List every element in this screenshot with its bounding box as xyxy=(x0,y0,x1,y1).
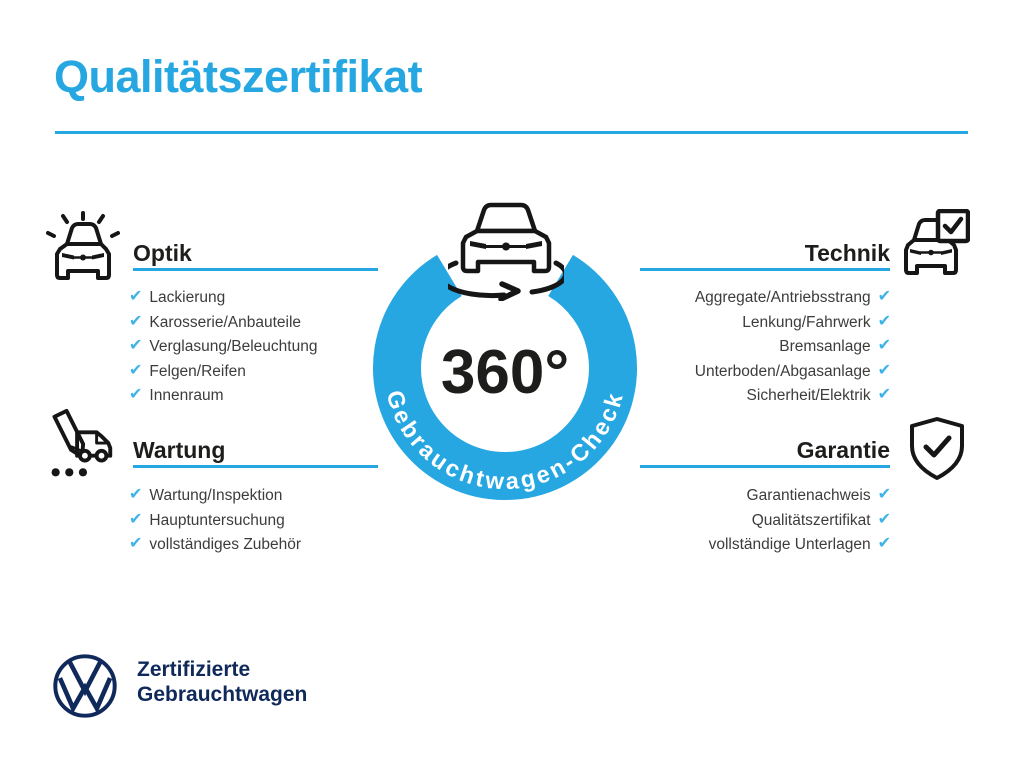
check-icon: ✔ xyxy=(877,288,891,306)
footer-claim-line2: Gebrauchtwagen xyxy=(137,683,308,706)
check-icon: ✔ xyxy=(877,312,891,330)
check-icon: ✔ xyxy=(129,361,143,379)
car-rotation-icon xyxy=(448,201,564,301)
list-item-label: Aggregate/Antriebsstrang xyxy=(694,289,871,307)
list-item xyxy=(129,533,301,558)
list-item-label: Sicherheit/Elektrik xyxy=(746,387,871,405)
check-icon: ✔ xyxy=(129,486,143,504)
list-item-label: Lenkung/Fahrwerk xyxy=(742,313,871,331)
list-item xyxy=(129,360,317,385)
optik-checklist xyxy=(129,286,317,409)
page-title: Qualitätszertifikat xyxy=(54,51,423,102)
list-item xyxy=(591,533,891,558)
list-item-label: vollständiges Zubehör xyxy=(149,536,302,554)
heading-underline xyxy=(133,465,378,468)
list-item-label: Qualitätszertifikat xyxy=(751,511,871,529)
check-icon: ✔ xyxy=(877,386,891,404)
section-heading-garantie: Garantie xyxy=(796,437,890,463)
check-icon: ✔ xyxy=(129,510,143,528)
check-icon: ✔ xyxy=(877,486,891,504)
pencil-van-checklist-icon xyxy=(42,406,120,484)
list-item xyxy=(129,311,317,336)
list-item-label: Verglasung/Beleuchtung xyxy=(149,338,318,356)
list-item-label: Garantienachweis xyxy=(746,487,871,505)
ring-curved-label: Gebrauchtwagen-Check xyxy=(381,387,629,495)
list-item xyxy=(129,286,317,311)
list-item-label: Unterboden/Abgasanlage xyxy=(694,362,871,380)
list-item-label: vollständige Unterlagen xyxy=(708,536,871,554)
section-heading-wartung: Wartung xyxy=(133,437,226,463)
list-item xyxy=(129,335,317,360)
list-item xyxy=(129,484,301,509)
list-item xyxy=(129,509,301,534)
heading-underline xyxy=(133,268,378,271)
section-heading-optik: Optik xyxy=(133,240,192,266)
check-icon: ✔ xyxy=(877,337,891,355)
footer-claim xyxy=(137,657,307,707)
list-item-label: Bremsanlage xyxy=(779,338,871,356)
shield-check-icon xyxy=(908,416,966,482)
list-item-label: Karosserie/Anbauteile xyxy=(149,313,302,331)
check-icon: ✔ xyxy=(129,288,143,306)
title-divider xyxy=(55,131,968,134)
list-item-label: Felgen/Reifen xyxy=(149,362,246,380)
list-item-label: Hauptuntersuchung xyxy=(149,511,285,529)
check-icon: ✔ xyxy=(129,386,143,404)
list-item-label: Lackierung xyxy=(149,289,226,307)
list-item-label: Wartung/Inspektion xyxy=(149,487,283,505)
degrees-label: 360° xyxy=(440,338,570,407)
check-icon: ✔ xyxy=(129,312,143,330)
check-icon: ✔ xyxy=(129,535,143,553)
check-icon: ✔ xyxy=(877,510,891,528)
check-icon: ✔ xyxy=(877,535,891,553)
check-icon: ✔ xyxy=(129,337,143,355)
sparkling-car-icon xyxy=(46,211,120,289)
car-checkbox-icon xyxy=(904,209,970,283)
footer-claim-line1: Zertifizierte xyxy=(137,658,251,681)
wartung-checklist xyxy=(129,484,301,558)
heading-underline xyxy=(640,465,890,468)
list-item xyxy=(129,384,317,409)
vw-logo-icon xyxy=(52,653,118,719)
list-item-label: Innenraum xyxy=(149,387,224,405)
check-icon: ✔ xyxy=(877,361,891,379)
section-heading-technik: Technik xyxy=(804,240,890,266)
heading-underline xyxy=(640,268,890,271)
